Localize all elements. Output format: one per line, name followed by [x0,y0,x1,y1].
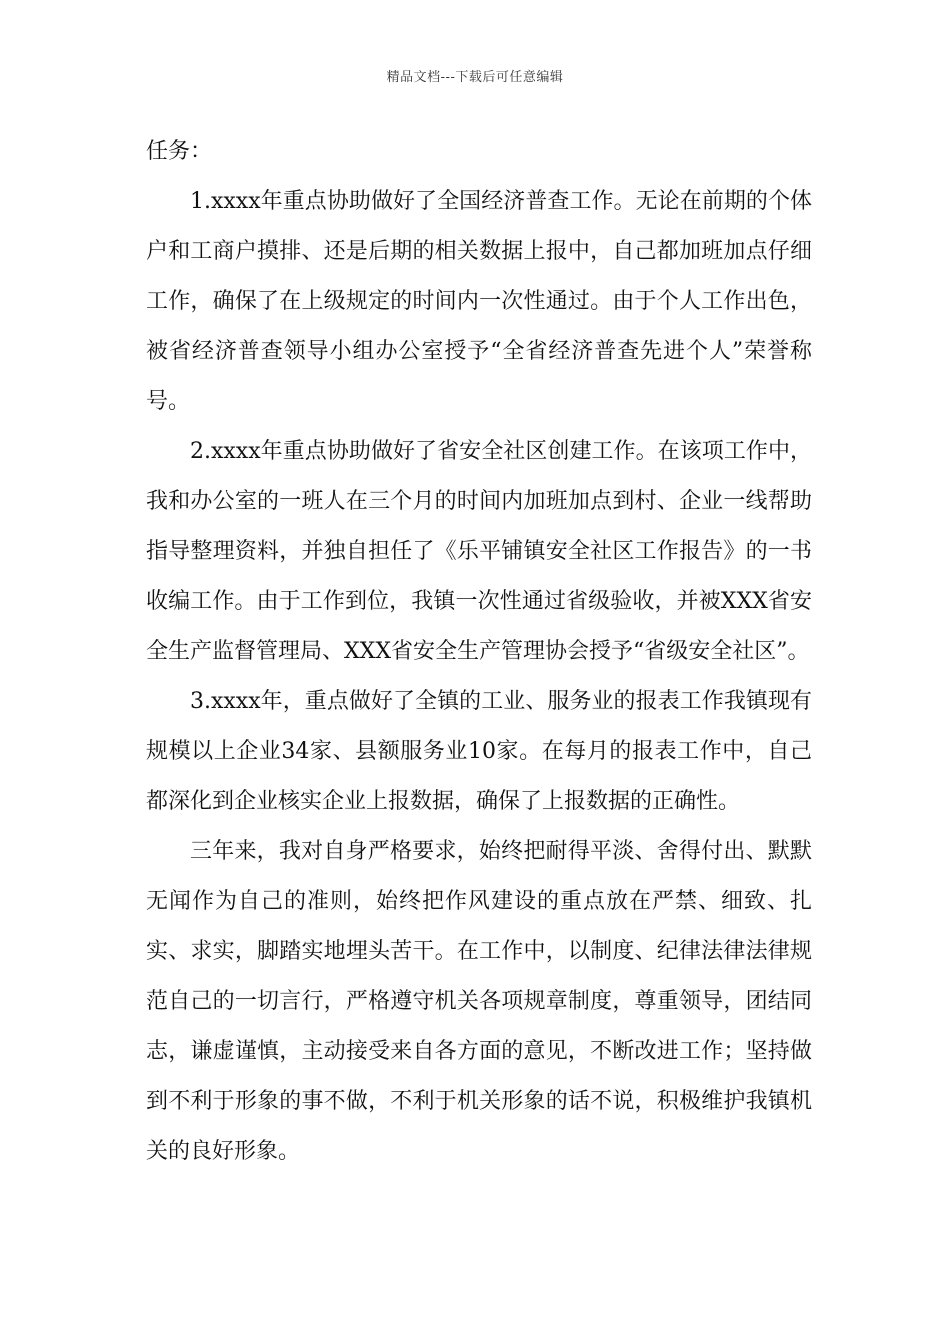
paragraph-item-2: 2.xxxx年重点协助做好了省安全社区创建工作。在该项工作中，我和办公室的一班人在三个月的时间内加班加点到村、企业一线帮助指导整理资料，并独自担任了《乐平铺镇安全社区工作报告》的一书收编工作。由于工作到位，我镇一次性通过省级验收，并被XXX省安全生产监督管理局、XXX省安全生产管理协会授予“省级安全社区”。 [146,439,812,664]
page-header: 精品文档---下载后可任意编辑 [386,70,564,85]
paragraph-item-3: 3.xxxx年，重点做好了全镇的工业、服务业的报表工作我镇现有规模以上企业34家、县额服务业10家。在每月的报表工作中，自己都深化到企业核实企业上报数据，确保了上报数据的正确性。 [146,689,812,814]
section-heading: 任务： [146,139,213,164]
document-body [146,127,812,1177]
paragraph-item-1: 1.xxxx年重点协助做好了全国经济普查工作。无论在前期的个体户和工商户摸排、还是后期的相关数据上报中，自己都加班加点仔细工作，确保了在上级规定的时间内一次性通过。由于个人工作出色，被省经济普查领导小组办公室授予“全省经济普查先进个人”荣誉称号。 [146,189,812,414]
paragraph-summary: 三年来，我对自身严格要求，始终把耐得平淡、舍得付出、默默无闻作为自己的准则，始终把作风建设的重点放在严禁、细致、扎实、求实，脚踏实地埋头苦干。在工作中，以制度、纪律法律法律规范自己的一切言行，严格遵守机关各项规章制度，尊重领导，团结同志，谦虚谨慎，主动接受来自各方面的意见，不断改进工作；坚持做到不利于形象的事不做，不利于机关形象的话不说，积极维护我镇机关的良好形象。 [146,839,812,1164]
